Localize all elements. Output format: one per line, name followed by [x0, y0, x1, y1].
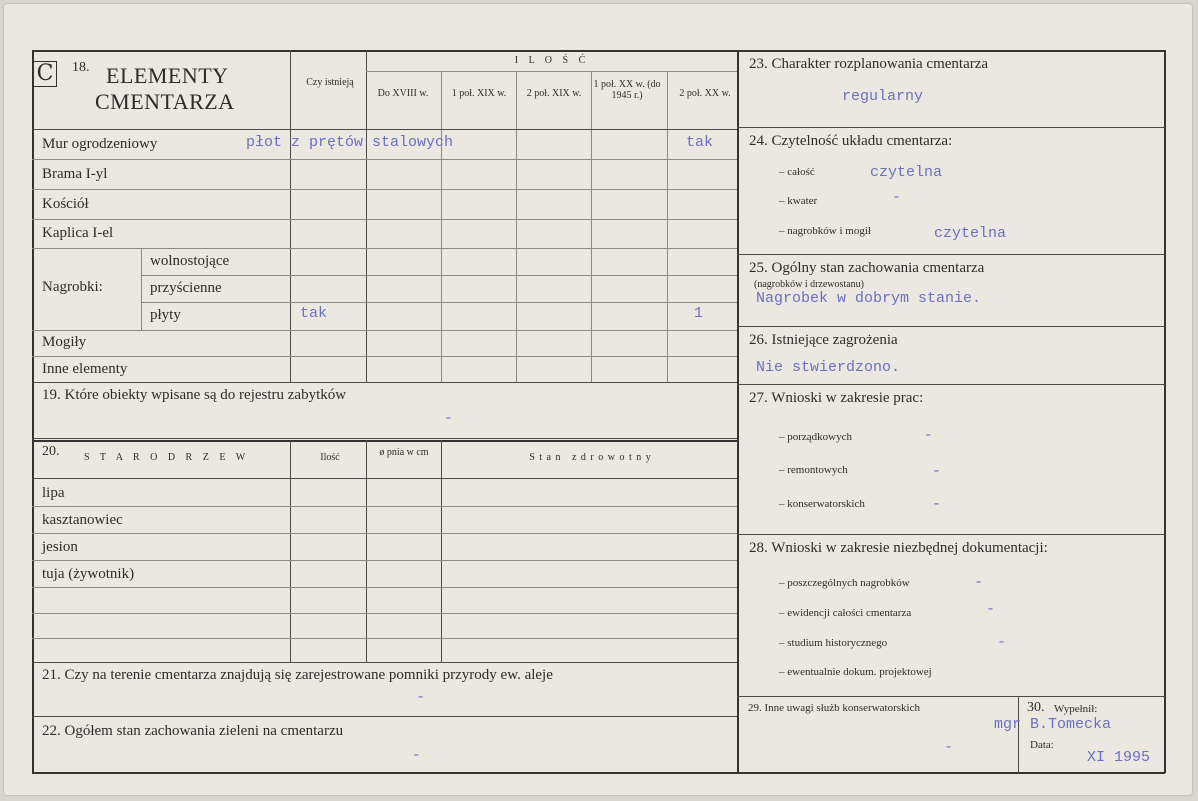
- tree-tuja: tuja (żywotnik): [42, 566, 135, 582]
- section-28-b-value: -: [986, 601, 996, 618]
- section-23-value: regularny: [842, 88, 924, 105]
- row-mur: Mur ogrodzeniowy: [42, 136, 158, 152]
- section-24-label: 24. Czytelność układu cmentarza:: [749, 133, 953, 149]
- section-20-stan: S t a n z d r o w o t n y: [529, 452, 652, 463]
- tree-jesion: jesion: [42, 539, 78, 555]
- section-18-title-1: ELEMENTY: [106, 63, 229, 88]
- row-wolnostojace: wolnostojące: [150, 253, 230, 269]
- header-col-xviii: Do XVIII w.: [377, 88, 429, 99]
- section-20-ilosc: Ilość: [320, 452, 340, 463]
- section-19-label: 19. Które obiekty wpisane są do rejestru zabytków: [42, 387, 347, 403]
- section-18-number: 18.: [72, 60, 90, 75]
- section-29-value: -: [944, 739, 954, 756]
- section-24-nagrobkow: – nagrobków i mogił: [779, 225, 871, 237]
- section-26-label: 26. Istniejące zagrożenia: [749, 332, 898, 348]
- corner-letter: C: [33, 61, 57, 87]
- section-27-c: – konserwatorskich: [779, 498, 865, 510]
- section-27-b-value: -: [932, 463, 942, 480]
- header-col-xix2: 2 poł. XIX w.: [526, 88, 582, 99]
- typed-plyty-tak: tak: [300, 305, 328, 322]
- section-30-number: 30.: [1027, 700, 1045, 715]
- header-ilosc: I L O Ś Ć: [514, 55, 590, 66]
- section-29-label: 29. Inne uwagi służb konserwatorskich: [748, 702, 920, 714]
- section-21-value: -: [416, 689, 426, 706]
- section-28-d: – ewentualnie dokum. projektowej: [779, 666, 932, 678]
- section-28-c: – studium historycznego: [779, 637, 888, 649]
- row-kosciol: Kościół: [42, 196, 89, 212]
- header-col-xix1: 1 poł. XIX w.: [451, 88, 507, 99]
- section-24-kwater-value: -: [892, 189, 902, 206]
- row-brama: Brama I-yl: [42, 166, 108, 182]
- section-27-c-value: -: [932, 496, 942, 513]
- section-22-value: -: [412, 747, 422, 764]
- section-24-calosc: – całość: [779, 166, 815, 178]
- header-col-xx1: 1 poł. XX w. (do 1945 r.): [593, 79, 661, 101]
- section-28-b: – ewidencji całości cmentarza: [779, 607, 912, 619]
- section-23-label: 23. Charakter rozplanowania cmentarza: [749, 56, 989, 72]
- frame-right: [1164, 50, 1166, 773]
- row-kaplica: Kaplica I-el: [42, 225, 114, 241]
- typed-mur-desc: płot z prętów stalowych: [246, 134, 454, 151]
- section-18-title-2: CMENTARZA: [95, 89, 235, 114]
- cemetery-record-card: [4, 4, 1192, 795]
- center-divider: [737, 50, 739, 773]
- header-czy-istnieja: Czy istnieją: [306, 77, 354, 88]
- tree-lipa: lipa: [42, 485, 65, 501]
- section-27-label: 27. Wnioski w zakresie prac:: [749, 390, 924, 406]
- section-19-value: -: [444, 410, 454, 427]
- section-28-c-value: -: [997, 634, 1007, 651]
- section-20-number: 20.: [42, 444, 60, 459]
- section-25-sub: (nagrobków i drzewostanu): [754, 279, 864, 290]
- tree-kasztanowiec: kasztanowiec: [42, 512, 123, 528]
- row-inne: Inne elementy: [42, 361, 128, 377]
- section-20-pien: ø pnia w cm: [379, 447, 429, 458]
- typed-mur-tak: tak: [686, 134, 714, 151]
- section-27-b: – remontowych: [779, 464, 848, 476]
- section-28-a: – poszczególnych nagrobków: [779, 577, 910, 589]
- section-30-name: mgr B.Tomecka: [994, 716, 1112, 733]
- section-30-data: Data:: [1030, 739, 1054, 751]
- header-col-xx2: 2 poł. XX w.: [679, 88, 731, 99]
- frame-bottom: [32, 772, 1165, 774]
- section-22-label: 22. Ogółem stan zachowania zieleni na cmentarzu: [42, 723, 344, 739]
- section-30-wypelnil: Wypełnił:: [1054, 703, 1098, 715]
- section-21-label: 21. Czy na terenie cmentarza znajdują się zarejestrowane pomniki przyrody ew. aleje: [42, 667, 553, 683]
- row-mogily: Mogiły: [42, 334, 87, 350]
- section-24-calosc-value: czytelna: [870, 164, 943, 181]
- section-28-a-value: -: [974, 574, 984, 591]
- section-20-label: S T A R O D R Z E W: [84, 452, 250, 463]
- section-25-label: 25. Ogólny stan zachowania cmentarza: [749, 260, 985, 276]
- section-27-a: – porządkowych: [779, 431, 853, 443]
- frame-top: [32, 50, 1165, 52]
- section-28-label: 28. Wnioski w zakresie niezbędnej dokumentacji:: [749, 540, 1048, 556]
- section-24-nagrobkow-value: czytelna: [934, 225, 1007, 242]
- section-30-date: XI 1995: [1087, 749, 1151, 766]
- row-nagrobki: Nagrobki:: [42, 279, 103, 295]
- row-przyscienne: przyścienne: [150, 280, 222, 296]
- typed-plyty-count: 1: [694, 305, 704, 322]
- section-26-value: Nie stwierdzono.: [756, 359, 901, 376]
- row-plyty: płyty: [150, 307, 181, 323]
- section-25-value: Nagrobek w dobrym stanie.: [756, 290, 982, 307]
- section-27-a-value: -: [924, 427, 934, 444]
- section-24-kwater: – kwater: [779, 195, 818, 207]
